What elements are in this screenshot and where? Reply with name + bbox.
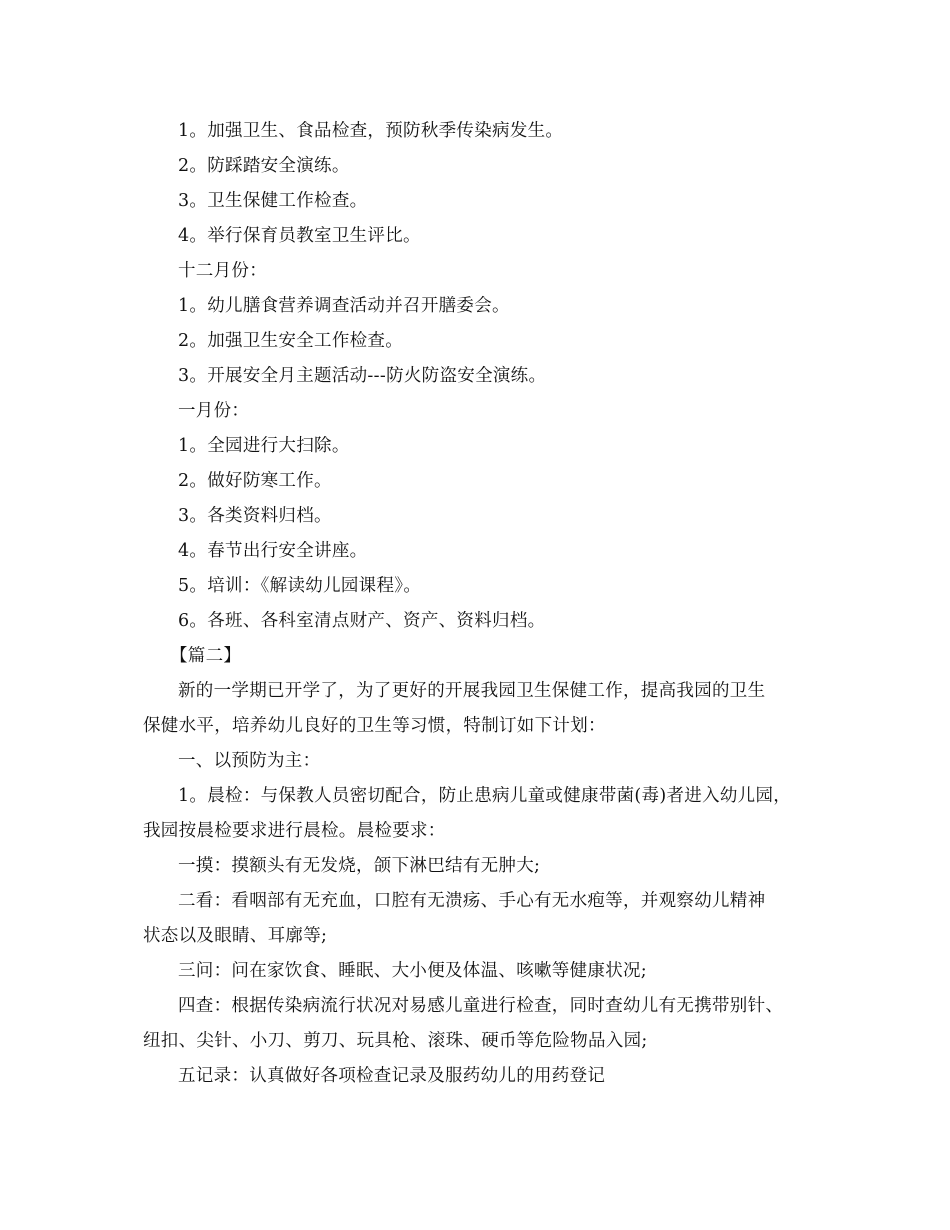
text-line: 1。加强卫生、食品检查，预防秋季传染病发生。 [178, 121, 564, 141]
paragraph-line: 纽扣、尖针、小刀、剪刀、玩具枪、滚珠、硬币等危险物品入园; [143, 1031, 648, 1051]
text-line: 4。春节出行安全讲座。 [178, 541, 368, 561]
text-line: 6。各班、各科室清点财产、资产、资料归档。 [178, 611, 546, 631]
paragraph-line: 二看：看咽部有无充血，口腔有无溃疡、手心有无水疱等，并观察幼儿精神 [178, 891, 766, 911]
paragraph-line: 三问：问在家饮食、睡眠、大小便及体温、咳嗽等健康状况; [178, 961, 647, 981]
paragraph-line: 一摸：摸额头有无发烧，颌下淋巴结有无肿大; [178, 856, 541, 876]
text-line: 3。各类资料归档。 [178, 506, 332, 526]
section-heading: 十二月份： [178, 261, 267, 281]
text-line: 3。卫生保健工作检查。 [178, 191, 368, 211]
paragraph-line: 1。晨检：与保教人员密切配合，防止患病儿童或健康带菌(毒)者进入幼儿园， [178, 786, 792, 806]
text-line: 3。开展安全月主题活动---防火防盗安全演练。 [178, 366, 547, 386]
text-line: 1。幼儿膳食营养调查活动并召开膳委会。 [178, 296, 510, 316]
text-line: 1。全园进行大扫除。 [178, 436, 350, 456]
text-line: 4。举行保育员教室卫生评比。 [178, 226, 421, 246]
paragraph-line: 我园按晨检要求进行晨检。晨检要求： [143, 821, 446, 841]
paragraph-line: 四查：根据传染病流行状况对易感儿童进行检查，同时查幼儿有无携带别针、 [178, 996, 784, 1016]
text-line: 2。防踩踏安全演练。 [178, 156, 350, 176]
text-line: 2。做好防寒工作。 [178, 471, 332, 491]
section-heading: 【篇二】 [170, 646, 242, 666]
text-line: 5。培训：《解读幼儿园课程》。 [178, 576, 422, 596]
paragraph-line: 新的一学期已开学了，为了更好的开展我园卫生保健工作，提高我园的卫生 [178, 681, 766, 701]
paragraph-line: 五记录：认真做好各项检查记录及服药幼儿的用药登记 [178, 1066, 606, 1086]
section-heading: 一月份： [178, 401, 250, 421]
paragraph-line: 保健水平，培养幼儿良好的卫生等习惯，特制订如下计划： [143, 716, 606, 736]
text-line: 2。加强卫生安全工作检查。 [178, 331, 404, 351]
paragraph-line: 状态以及眼睛、耳廓等; [143, 926, 328, 946]
section-heading: 一、以预防为主： [178, 751, 321, 771]
